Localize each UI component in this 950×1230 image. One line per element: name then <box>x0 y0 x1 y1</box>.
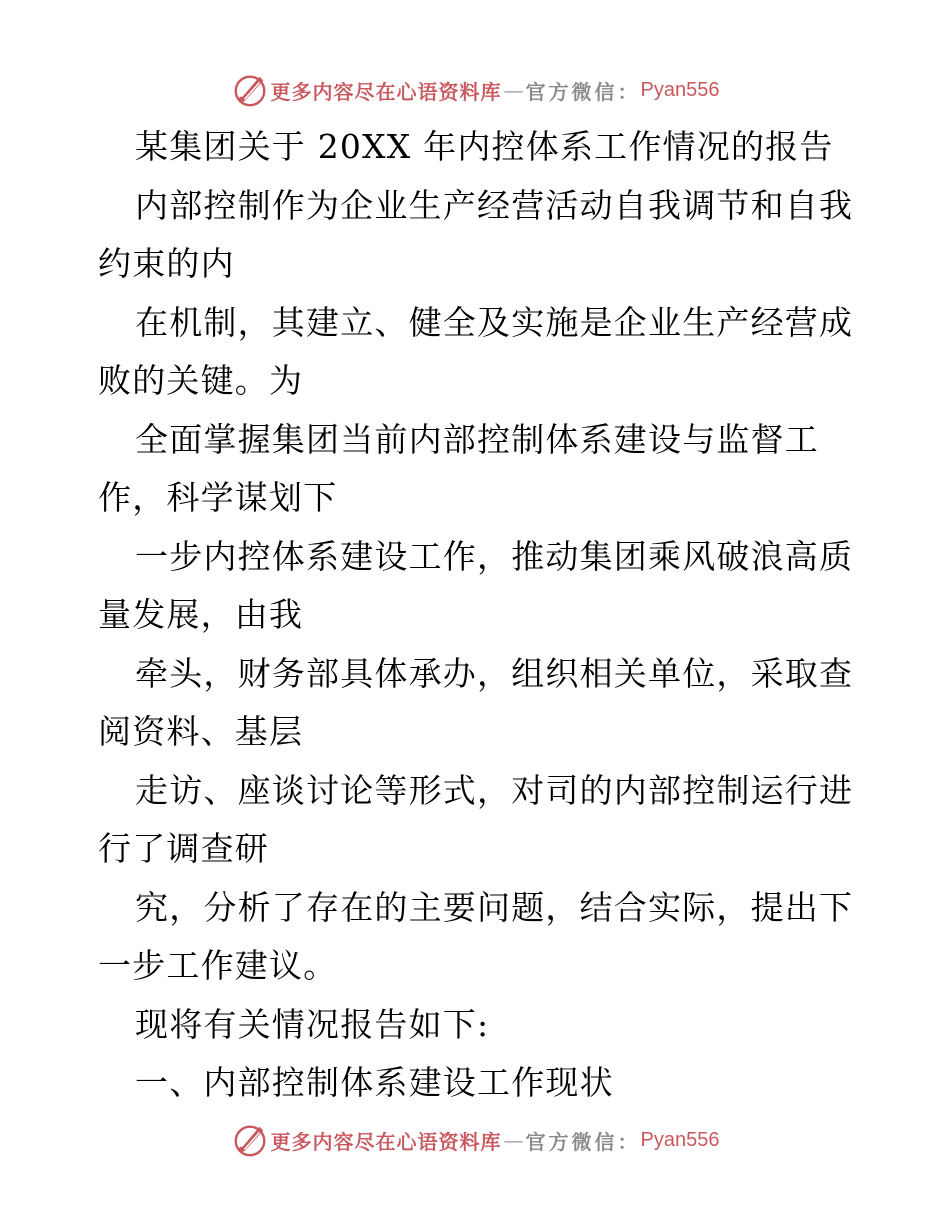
document-body <box>98 118 858 1113</box>
watermark-id: Pyan556 <box>640 78 720 101</box>
text-line: 作，科学谋划下 <box>98 478 338 517</box>
watermark-label: 官方微信： <box>525 1129 641 1154</box>
footer-watermark <box>0 1118 950 1162</box>
text-line: 全面掌握集团当前内部控制体系建设与监督工 <box>135 419 819 459</box>
text-line: 究，分析了存在的主要问题，结合实际，提出下 <box>135 887 854 927</box>
text-line: 量发展，由我 <box>98 595 304 634</box>
text-line: 内部控制作为企业生产经营活动自我调节和自我 <box>135 185 854 225</box>
watermark-dash: — <box>503 1128 524 1152</box>
text-line: 一步工作建议。 <box>98 946 338 985</box>
text-line: 约束的内 <box>98 244 235 283</box>
watermark-dash: — <box>503 78 524 102</box>
section-heading: 一、内部控制体系建设工作现状 <box>135 1063 614 1102</box>
watermark-site: 更多内容尽在心语资料库 <box>270 1129 502 1154</box>
text-line: 在机制，其建立、健全及实施是企业生产经营成 <box>135 302 854 342</box>
text-line: 阅资料、基层 <box>98 712 304 751</box>
watermark-site: 更多内容尽在心语资料库 <box>270 79 502 104</box>
text-line: 一步内控体系建设工作，推动集团乘风破浪高质 <box>135 536 854 576</box>
text-line: 牵头，财务部具体承办，组织相关单位，采取查 <box>135 653 854 693</box>
quill-logo-icon <box>231 71 269 109</box>
text-line: 败的关键。为 <box>98 361 304 400</box>
text-line: 现将有关情况报告如下: <box>135 1004 490 1044</box>
text-line: 走访、座谈讨论等形式，对司的内部控制运行进 <box>135 770 854 810</box>
document-title: 某集团关于 20XX 年内控体系工作情况的报告 <box>135 127 834 166</box>
watermark-label: 官方微信： <box>525 79 641 104</box>
header-watermark <box>0 68 950 112</box>
watermark-id: Pyan556 <box>640 1128 720 1151</box>
text-line: 行了调查研 <box>98 829 269 868</box>
quill-logo-icon <box>231 1121 269 1159</box>
